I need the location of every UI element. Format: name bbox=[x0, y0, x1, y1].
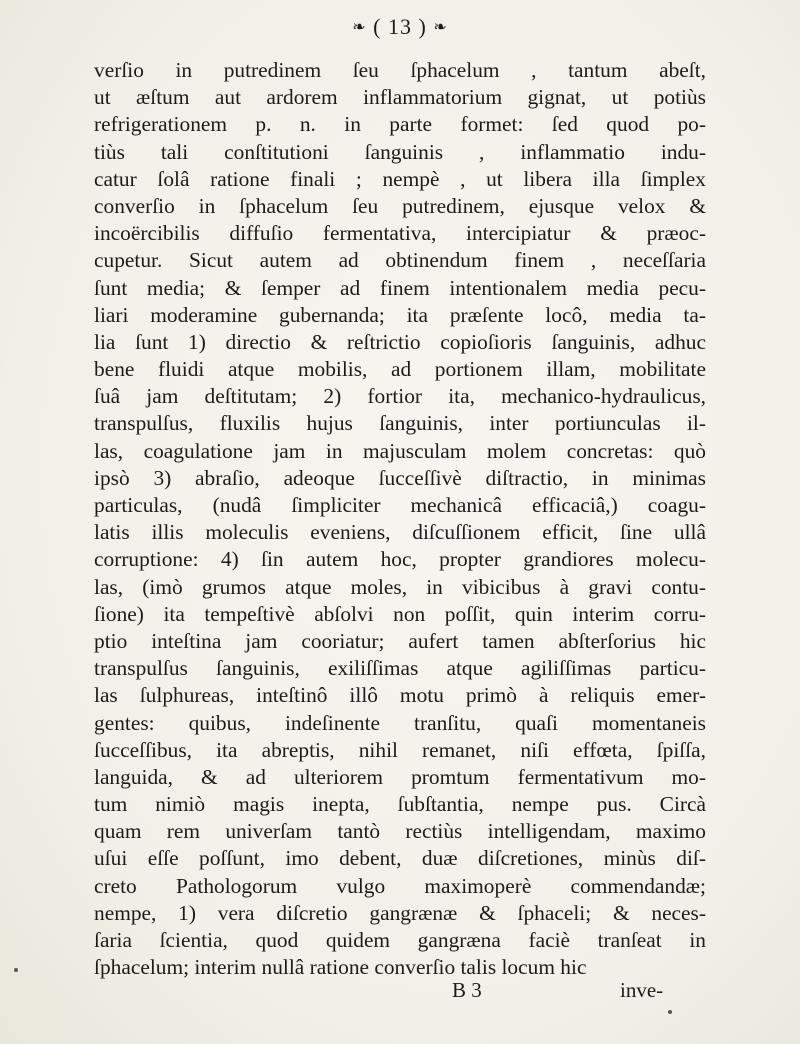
ornament-left-icon: ❧ bbox=[352, 19, 367, 36]
text-line: ſione) ita tempeſtivè abſolvi non poſſit, quin interim corru- bbox=[94, 601, 706, 626]
text-line: uſui eſſe poſſunt, imo debent, duæ diſcretiones, minùs diſ- bbox=[94, 846, 706, 871]
text-line: transpulſus ſanguinis, exiliſſimas atque agiliſſimas particu- bbox=[94, 656, 706, 681]
signature-mark: B 3 bbox=[452, 978, 482, 1002]
text-line: refrigerationem p. n. in parte formet: ſed quod po- bbox=[94, 112, 706, 137]
text-line: ipsò 3) abraſio, adeoque ſucceſſivè diſtractio, in minimas bbox=[94, 465, 706, 490]
text-line: gentes: quibus, indeſinente tranſitu, quaſi momentaneis bbox=[94, 710, 706, 735]
text-line: liari moderamine gubernanda; ita præſente locô, media ta- bbox=[94, 302, 706, 327]
text-line: transpulſus, fluxilis hujus ſanguinis, inter portiunculas il- bbox=[94, 411, 706, 436]
page-header bbox=[0, 14, 800, 40]
text-line: quam rem univerſam tantò rectiùs intelligendam, maximo bbox=[94, 819, 706, 844]
text-line: converſio in ſphacelum ſeu putredinem, ejusque velox & bbox=[94, 193, 706, 218]
text-line: ſuâ jam deſtitutam; 2) fortior ita, mechanico-hydraulicus, bbox=[94, 384, 706, 409]
text-line: ſaria ſcientia, quod quidem gangræna faciè tranſeat in bbox=[94, 928, 706, 952]
text-line: corruptione: 4) ſin autem hoc, propter grandiores molecu- bbox=[94, 547, 706, 572]
text-line: ſphacelum; interim nullâ ratione converſio talis locum hic bbox=[94, 955, 587, 980]
text-line: ptio inteſtina jam cooriatur; aufert tamen abſterſorius hic bbox=[94, 628, 706, 653]
text-line: particulas, (nudâ ſimpliciter mechanicâ efficaciâ,) coagu- bbox=[94, 493, 706, 517]
text-line: languida, & ad ulteriorem promtum fermentativum mo- bbox=[94, 764, 706, 789]
paper-speck bbox=[14, 968, 18, 972]
text-line: las, (imò grumos atque moles, in vibicibus à gravi contu- bbox=[94, 574, 706, 599]
text-line: ſunt media; & ſemper ad finem intentionalem media pecu- bbox=[94, 275, 706, 300]
text-line: ut æſtum aut ardorem inflammatorium gignat, ut potiùs bbox=[94, 85, 706, 110]
text-line: catur ſolâ ratione finali ; nempè , ut libera illa ſimplex bbox=[94, 166, 706, 191]
text-line: tiùs tali conſtitutioni ſanguinis , inflammatio indu- bbox=[94, 139, 706, 164]
text-line: verſio in putredinem ſeu ſphacelum , tantum abeſt, bbox=[94, 58, 706, 82]
catchword: inve- bbox=[620, 978, 664, 1002]
text-line: ſucceſſibus, ita abreptis, nihil remanet, niſi effœta, ſpiſſa, bbox=[94, 737, 706, 762]
text-line: las, coagulatione jam in majusculam molem concretas: quò bbox=[94, 438, 706, 463]
text-line: lia ſunt 1) directio & reſtrictio copioſioris ſanguinis, adhuc bbox=[94, 329, 706, 354]
text-line: tum nimiò magis inepta, ſubſtantia, nempe pus. Circà bbox=[94, 792, 706, 817]
text-line: creto Pathologorum vulgo maximoperè commendandæ; bbox=[94, 873, 706, 898]
text-line: bene fluidi atque mobilis, ad portionem illam, mobilitate bbox=[94, 357, 706, 382]
paper-speck bbox=[668, 1010, 672, 1014]
ornament-right-icon: ❧ bbox=[433, 19, 448, 36]
page-number: ( 13 ) bbox=[373, 14, 427, 39]
text-line: las ſulphureas, inteſtinô illô motu primò à reliquis emer- bbox=[94, 683, 706, 708]
text-line: nempe, 1) vera diſcretio gangrænæ & ſphaceli; & neces- bbox=[94, 900, 706, 925]
text-line: cupetur. Sicut autem ad obtinendum finem , neceſſaria bbox=[94, 248, 706, 273]
text-line: incoërcibilis diffuſio fermentativa, intercipiatur & præoc- bbox=[94, 221, 706, 246]
page-footer bbox=[0, 978, 800, 1008]
body-text bbox=[94, 57, 706, 981]
text-line: latis illis moleculis eveniens, diſcuſſionem efficit, ſine ullâ bbox=[94, 520, 706, 545]
